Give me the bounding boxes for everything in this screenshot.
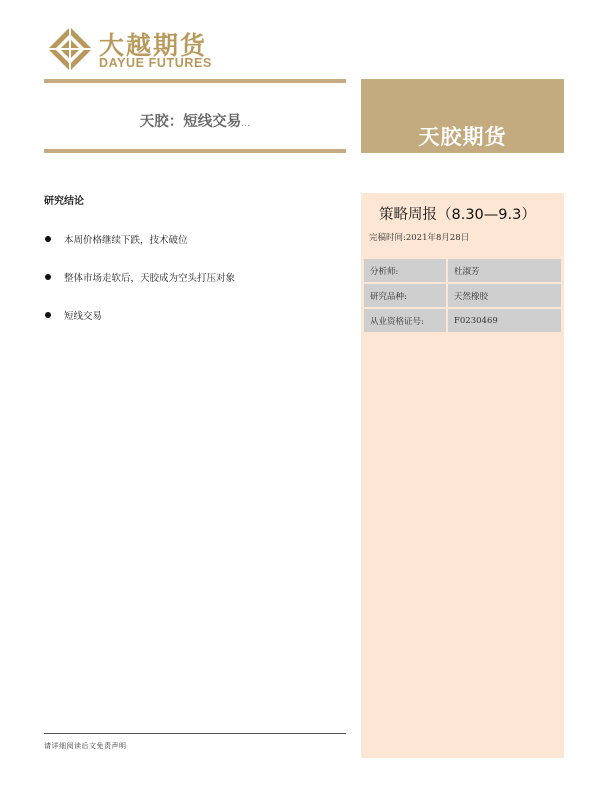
list-item-text: 本周价格继续下跌，技术破位 xyxy=(64,235,188,246)
info-value: 天然橡胶 xyxy=(448,284,561,309)
logo-mark-icon xyxy=(47,26,93,72)
info-value: 杜淑芳 xyxy=(448,259,561,284)
report-title: 策略周报（8.30—9.3） xyxy=(379,207,536,223)
logo-chinese-name: 大越期货 xyxy=(99,31,208,60)
document-title-text: 天胶：短线交易 xyxy=(139,114,242,130)
info-label: 分析师: xyxy=(364,259,448,284)
list-item-text: 短线交易 xyxy=(64,311,103,322)
product-banner xyxy=(361,79,564,153)
info-row-license xyxy=(364,309,561,334)
info-value: F0230469 xyxy=(448,309,561,334)
footer-rule xyxy=(44,733,346,734)
logo-english-name: DAYUE FUTURES xyxy=(99,56,212,70)
bullet-icon xyxy=(45,274,51,280)
info-label: 从业资格证号: xyxy=(364,309,448,334)
list-item xyxy=(44,308,235,346)
header-rule-top xyxy=(44,79,346,83)
list-item xyxy=(44,270,235,308)
section-heading: 研究结论 xyxy=(44,196,84,207)
report-date: 完稿时间:2021年8月28日 xyxy=(369,233,470,243)
list-item xyxy=(44,232,235,270)
list-item-text: 整体市场走软后，天胶成为空头打压对象 xyxy=(64,273,236,284)
conclusion-list xyxy=(44,232,235,346)
info-row-analyst xyxy=(364,259,561,284)
company-logo xyxy=(47,24,217,78)
document-title xyxy=(44,110,346,131)
bullet-icon xyxy=(45,312,51,318)
bullet-icon xyxy=(45,236,51,242)
disclaimer-note: 请详细阅读后文免责声明 xyxy=(44,742,127,750)
analyst-info-table xyxy=(364,259,561,334)
report-sidebar xyxy=(361,193,564,758)
header-rule-bottom xyxy=(44,149,346,153)
banner-title: 天胶期货 xyxy=(418,125,507,149)
document-title-ellipsis: … xyxy=(241,119,251,129)
info-label: 研究品种: xyxy=(364,284,448,309)
info-row-variety xyxy=(364,284,561,309)
